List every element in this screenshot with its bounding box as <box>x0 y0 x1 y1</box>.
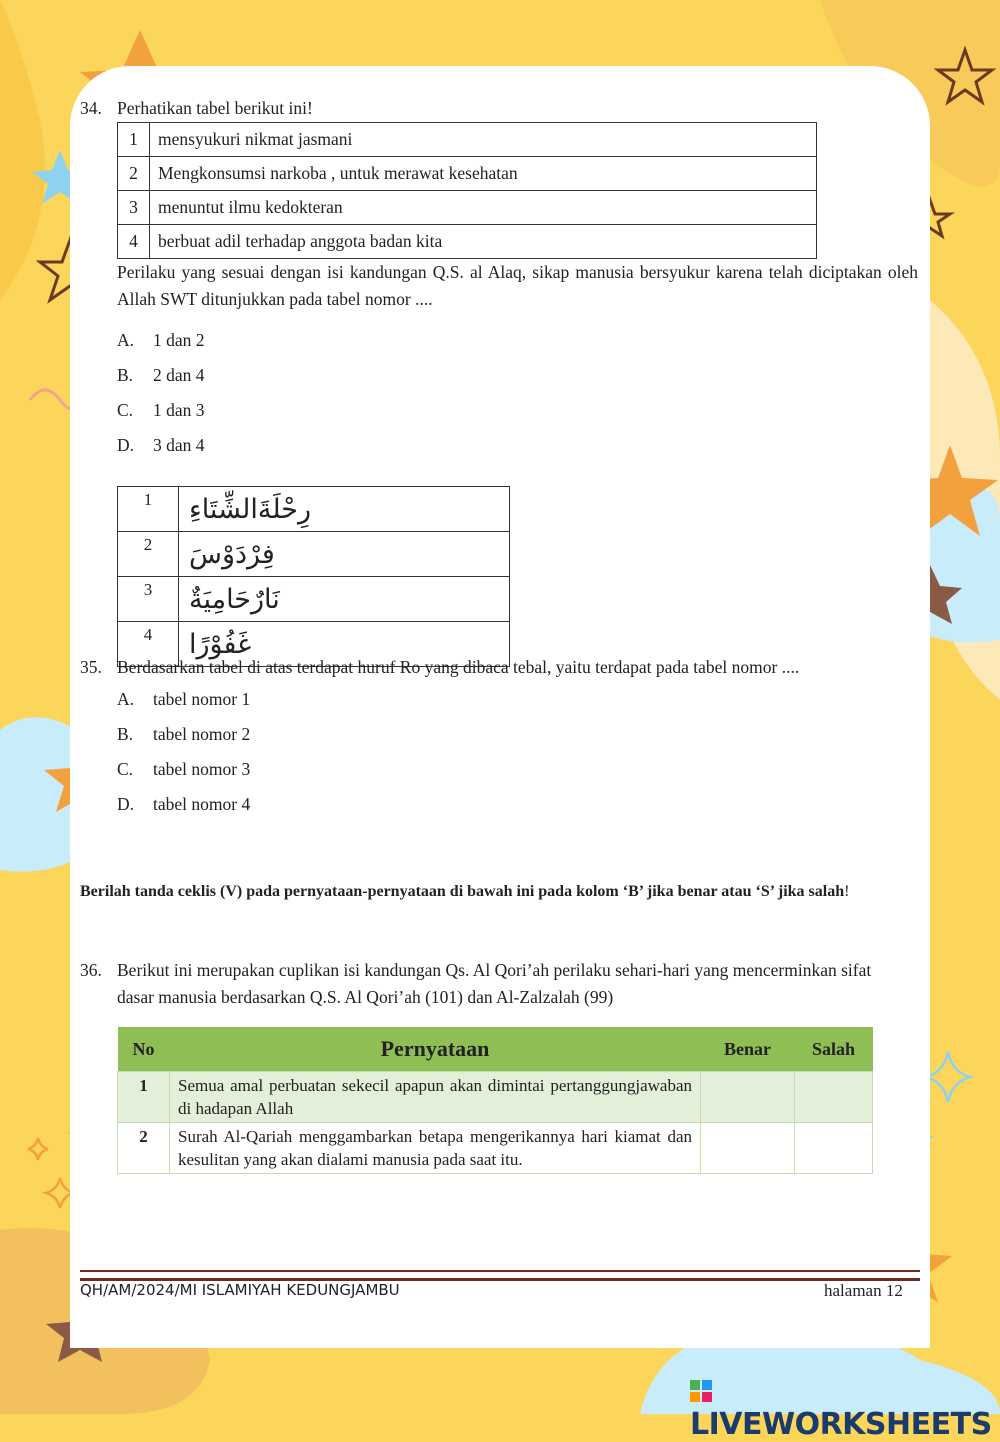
row-number: 1 <box>118 123 150 157</box>
row-text: berbuat adil terhadap anggota badan kita <box>150 225 817 259</box>
option-text: tabel nomor 3 <box>153 759 251 779</box>
option-c[interactable] <box>117 759 250 780</box>
row-text: Mengkonsumsi narkoba , untuk merawat kesehatan <box>150 157 817 191</box>
table-row <box>118 123 817 157</box>
table-row <box>118 577 510 622</box>
table-row <box>118 225 817 259</box>
brand-text: LIVEWORKSHEETS <box>690 1407 992 1442</box>
true-false-table <box>117 1027 873 1174</box>
question-text: Perilaku yang sesuai dengan isi kandungan Q.S. al Alaq, sikap manusia bersyukur karena telah diciptakan oleh Allah SWT ditunjukkan pada tabel nomor .... <box>117 262 918 309</box>
row-number: 2 <box>118 532 179 577</box>
row-number: 3 <box>118 191 150 225</box>
option-letter: B. <box>117 365 134 385</box>
row-number: 3 <box>118 577 179 622</box>
row-number: 1 <box>118 487 179 532</box>
option-text: 1 dan 3 <box>153 400 205 420</box>
option-d[interactable] <box>117 794 250 815</box>
salah-check-cell[interactable] <box>795 1072 873 1123</box>
option-b[interactable] <box>117 365 205 386</box>
row-text: menuntut ilmu kedokteran <box>150 191 817 225</box>
option-text: 1 dan 2 <box>153 330 205 350</box>
question-text: Berikut ini merupakan cuplikan isi kandungan Qs. Al Qori’ah perilaku sehari-hari yang mencerminkan sifat dasar manusia berdasarkan Q.S. Al Qori’ah (101) dan Al-Zalzalah (99) <box>117 960 872 1007</box>
header-statement: Pernyataan <box>170 1027 701 1072</box>
option-text: tabel nomor 2 <box>153 724 251 744</box>
page-number: halaman 12 <box>824 1281 903 1300</box>
option-letter: C. <box>117 759 134 779</box>
option-text: 2 dan 4 <box>153 365 205 385</box>
option-d[interactable] <box>117 435 205 456</box>
option-text: 3 dan 4 <box>153 435 205 455</box>
row-number: 2 <box>118 157 150 191</box>
option-letter: B. <box>117 724 134 744</box>
table-row <box>118 1123 873 1174</box>
arabic-word: رِحْلَةَالشِّتَاءِ <box>179 487 510 532</box>
option-text: tabel nomor 1 <box>153 689 251 709</box>
footer-code: QH/AM/2024/MI ISLAMIYAH KEDUNGJAMBU <box>80 1281 400 1299</box>
table-row <box>118 532 510 577</box>
instruction-text <box>80 876 918 908</box>
table-row <box>118 487 510 532</box>
option-b[interactable] <box>117 724 250 745</box>
header-salah: Salah <box>795 1027 873 1072</box>
question-intro: Perhatikan tabel berikut ini! <box>117 98 313 118</box>
question-text: Berdasarkan tabel di atas terdapat huruf Ro yang dibaca tebal, yaitu terdapat pada tabel nomor .... <box>117 657 800 677</box>
table-header <box>118 1027 873 1072</box>
arabic-words-table <box>117 486 510 667</box>
benar-check-cell[interactable] <box>701 1123 795 1174</box>
header-no: No <box>118 1027 170 1072</box>
arabic-word: نَارٌحَامِيَةٌ <box>179 577 510 622</box>
arabic-word: فِرْدَوْسَ <box>179 532 510 577</box>
option-letter: C. <box>117 400 134 420</box>
footer-rule <box>80 1270 920 1281</box>
option-letter: D. <box>117 794 135 814</box>
behavior-table <box>117 122 817 259</box>
option-letter: A. <box>117 330 135 350</box>
question-number: 35. <box>80 657 102 677</box>
table-row <box>118 157 817 191</box>
liveworksheets-icon <box>690 1380 712 1402</box>
row-number: 2 <box>118 1123 170 1174</box>
table-row <box>118 191 817 225</box>
option-c[interactable] <box>117 400 205 421</box>
row-text: mensyukuri nikmat jasmani <box>150 123 817 157</box>
option-letter: A. <box>117 689 135 709</box>
arabic-word: غَفُوْرًا <box>179 622 510 667</box>
salah-check-cell[interactable] <box>795 1123 873 1174</box>
instruction-tail: ! <box>844 883 850 900</box>
statement-text: Semua amal perbuatan sekecil apapun akan dimintai pertanggungjawaban di hadapan Allah <box>170 1072 701 1123</box>
question-number: 34. <box>80 98 102 118</box>
header-benar: Benar <box>701 1027 795 1072</box>
option-a[interactable] <box>117 330 205 351</box>
statement-text: Surah Al-Qariah menggambarkan betapa mengerikannya hari kiamat dan kesulitan yang akan dialami manusia pada saat itu. <box>170 1123 701 1174</box>
option-a[interactable] <box>117 689 250 710</box>
option-letter: D. <box>117 435 135 455</box>
option-text: tabel nomor 4 <box>153 794 251 814</box>
benar-check-cell[interactable] <box>701 1072 795 1123</box>
table-row <box>118 1072 873 1123</box>
instruction-bold: Berilah tanda ceklis (V) pada pernyataan-pernyataan di bawah ini pada kolom ‘B’ jika benar atau ‘S’ jika salah <box>80 883 845 900</box>
question-number: 36. <box>80 960 102 980</box>
row-number: 4 <box>118 622 179 667</box>
row-number: 4 <box>118 225 150 259</box>
liveworksheets-logo[interactable] <box>690 1372 1000 1442</box>
row-number: 1 <box>118 1072 170 1123</box>
